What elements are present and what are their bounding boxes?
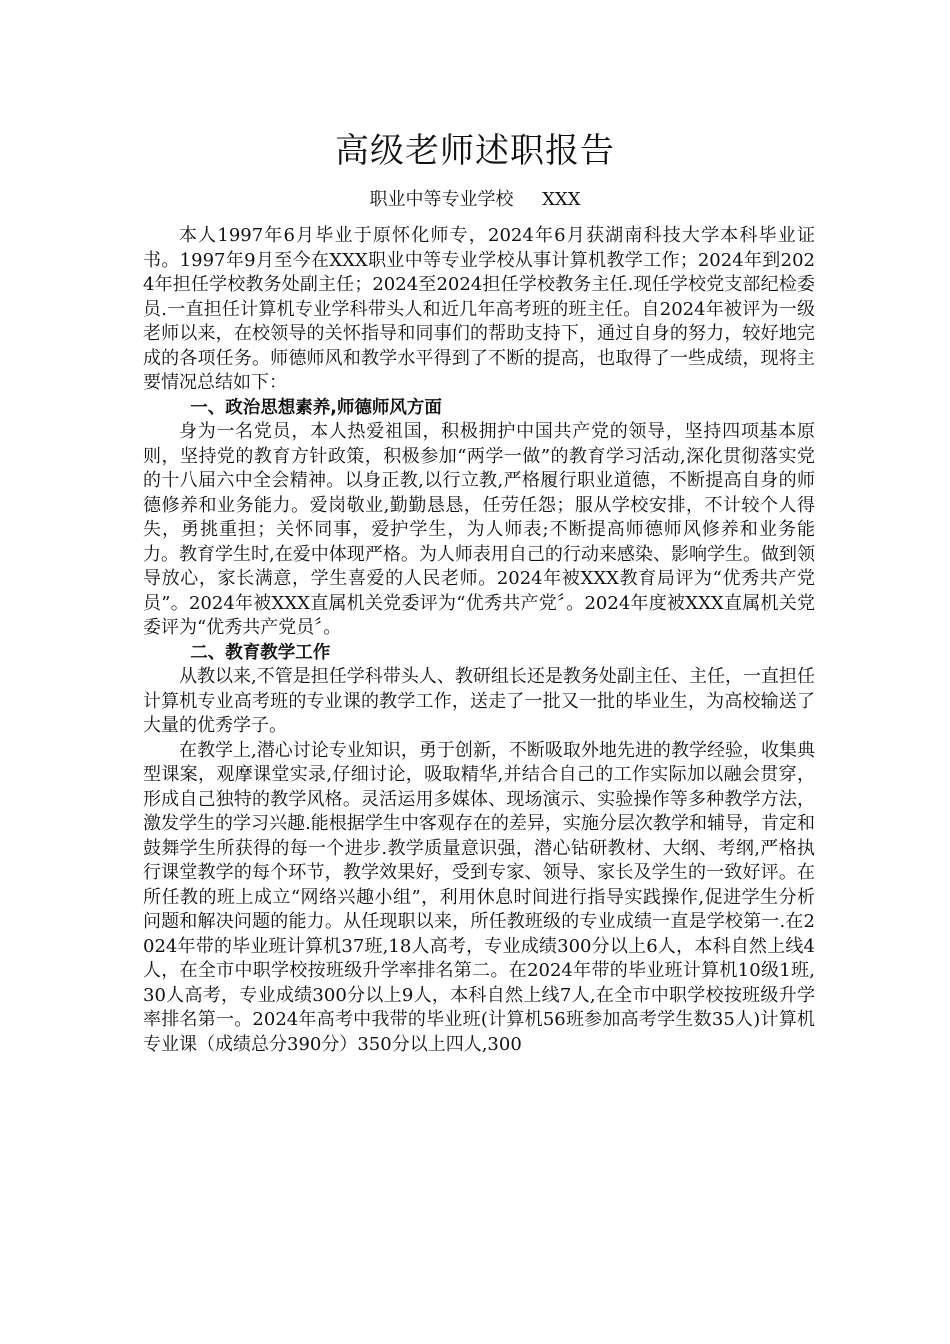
document-body bbox=[143, 224, 815, 1057]
section-heading-ethics: 一、政治思想素养,师德师风方面 bbox=[190, 397, 442, 418]
intro-paragraph: 本人1997年6月毕业于原怀化师专，2024年6月获湖南科技大学本科毕业证书。1997年9月至今在XXX职业中等专业学校从事计算机教学工作；2024年到2024年担任学校教务处副主任；2024至2024担任学校教务主任.现任学校党支部纪检委员.一直担任计算机专业学科带头人和近几年高考班的班主任。自2024年被评为一级老师以来，在校领导的关怀指导和同事们的帮助支持下，通过自身的努力，较好地完成的各项任务。师德师风和教学水平得到了不断的提高，也取得了一些成绩，现将主要情况总结如下： bbox=[143, 225, 815, 393]
section-heading-teaching: 二、教育教学工作 bbox=[190, 642, 331, 663]
ethics-paragraph: 身为一名党员，本人热爱祖国，积极拥护中国共产党的领导，坚持四项基本原则，坚持党的教育方针政策，积极参加“两学一做”的教育学习活动,深化贯彻落实党的十八届六中全会精神。以身正教,以行立教,严格履行职业道德，不断提高自身的师德修养和业务能力。爱岗敬业,勤勤恳恳，任劳任怨；服从学校安排，不计较个人得失，勇挑重担；关怀同事，爱护学生，为人师表;不断提高师德师风修养和业务能力。教育学生时,在爱中体现严格。为人师表用自己的行动来感染、影响学生。做到领导放心，家长满意，学生喜爱的人民老师。2024年被XXX教育局评为“优秀共产党员”。2024年被XXX直属机关党委评为“优秀共产党〞。2024年度被XXX直属机关党委评为“优秀共产党员〞。 bbox=[143, 421, 815, 638]
teaching-paragraph-1: 从教以来,不管是担任学科带头人、教研组长还是教务处副主任、主任，一直担任计算机专业高考班的专业课的教学工作，送走了一批又一批的毕业生，为高校输送了大量的优秀学子。 bbox=[143, 666, 815, 736]
author-line: 职业中等专业学校 XXX bbox=[369, 189, 581, 210]
teaching-paragraph-2: 在教学上,潜心讨论专业知识，勇于创新，不断吸取外地先进的教学经验，收集典型课案，观摩课堂实录,仔细讨论，吸取精华,并结合自己的工作实际加以融会贯穿，形成自己独特的教学风格。灵活运用多媒体、现场演示、实验操作等多种教学方法，激发学生的学习兴趣.能根据学生中客观存在的差异，实施分层次教学和辅导，肯定和鼓舞学生所获得的每一个进步.教学质量意识强，潜心钻研教材、大纲、考纲,严格执行课堂教学的每个环节，教学效果好，受到专家、领导、家长及学生的一致好评。在所任教的班上成立“网络兴趣小组”，利用休息时间进行指导实践操作,促进学生分析问题和解决问题的能力。从任现职以来，所任教班级的专业成绩一直是学校第一.在2024年带的毕业班计算机37班,18人高考，专业成绩300分以上6人，本科自然上线4人，在全市中职学校按班级升学率排名第二。在2024年带的毕业班计算机10级1班,30人高考，专业成绩300分以上9人，本科自然上线7人,在全市中职学校按班级升学率排名第一。2024年高考中我带的毕业班(计算机56班参加高考学生数35人)计算机专业课（成绩总分390分）350分以上四人,300 bbox=[143, 739, 815, 1055]
document-title: 高级老师述职报告 bbox=[335, 131, 615, 171]
